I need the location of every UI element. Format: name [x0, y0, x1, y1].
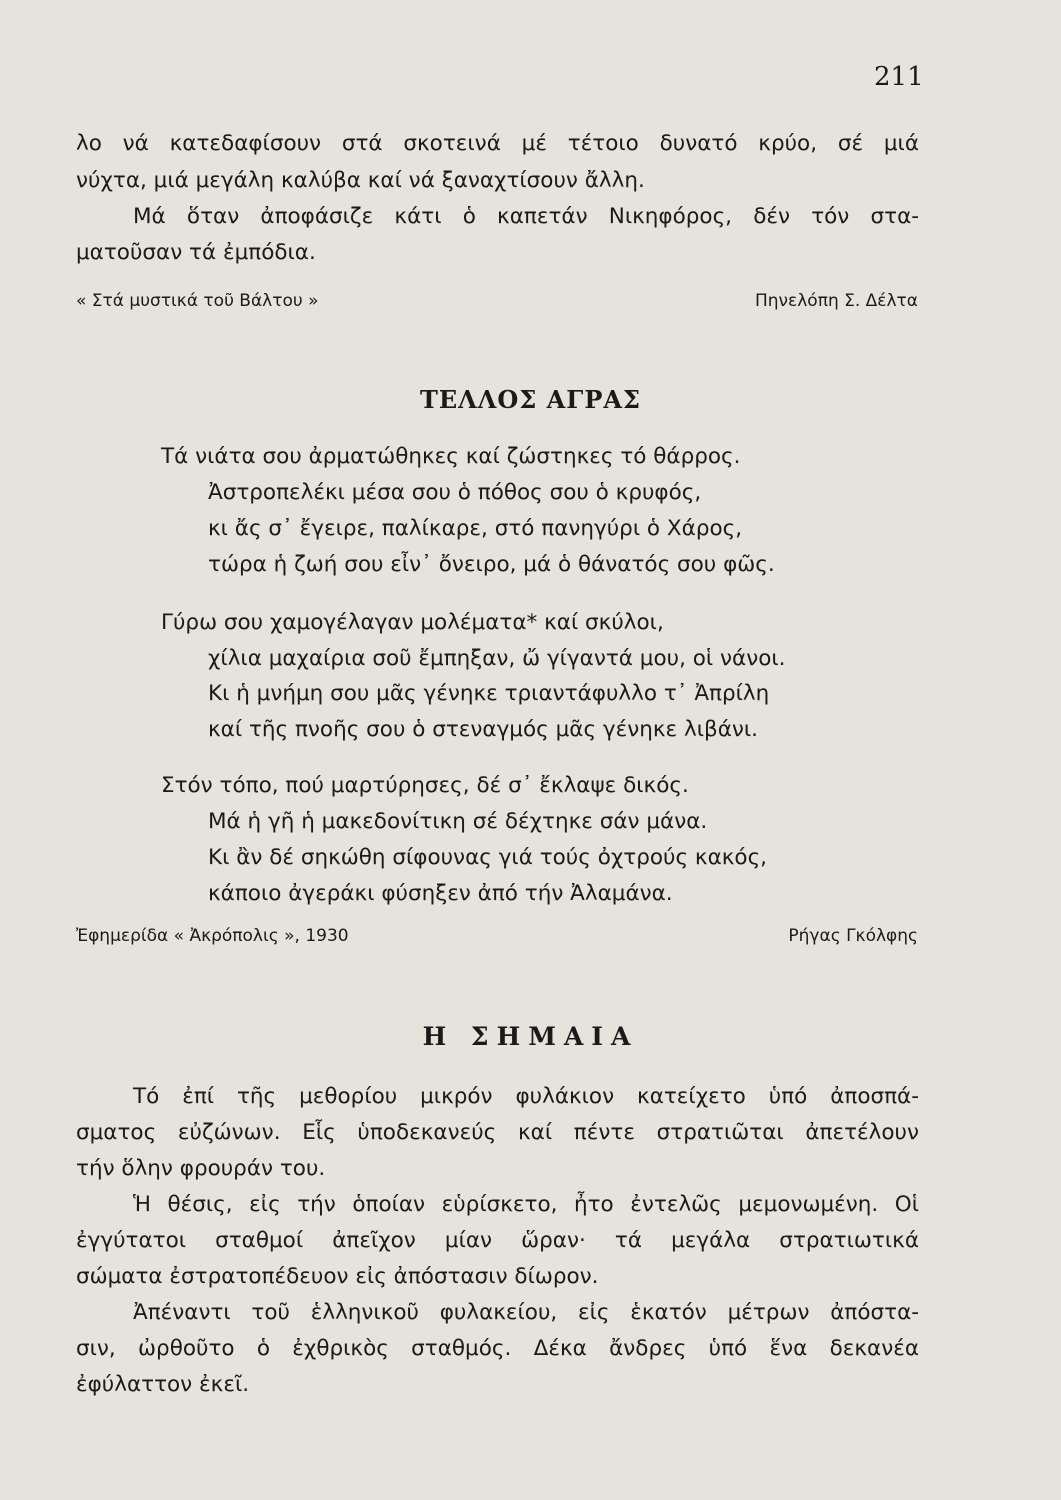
story-line: ἐγγύτατοι σταθμοί ἀπεῖχον μίαν ὥραν· τά μεγάλα στρατιωτικά	[76, 1228, 919, 1253]
page-number: 211	[874, 62, 924, 92]
poem-line: τώρα ἡ ζωή σου εἶν᾿ ὄνειρο, μά ὁ θάνατός σου φῶς.	[208, 552, 775, 577]
poem-line: κάποιο ἀγεράκι φύσηξεν ἀπό τήν Ἀλαμάνα.	[208, 881, 673, 906]
story-line: σιν, ὠρθοῦτο ὁ ἐχθρικὸς σταθμός. Δέκα ἄνδρες ὑπό ἕνα δεκανέα	[76, 1336, 919, 1361]
intro-line-1: λο νά κατεδαφίσουν στά σκοτεινά μέ τέτοιο δυνατό κρύο, σέ μιά	[76, 131, 919, 156]
intro-source: « Στά μυστικά τοῦ Βάλτου »	[76, 291, 319, 311]
story-line: σώματα ἐστρατοπέδευον εἰς ἀπόστασιν δίωρον.	[76, 1264, 599, 1289]
story-line: Τό ἐπί τῆς μεθορίου μικρόν φυλάκιον κατείχετο ὑπό ἀποσπά-	[133, 1084, 919, 1109]
intro-line-2: νύχτα, μιά μεγάλη καλύβα καί νά ξαναχτίσουν ἄλλη.	[76, 168, 645, 193]
intro-line-4: ματοῦσαν τά ἐμπόδια.	[76, 240, 316, 265]
poem-line: Στόν τόπο, πού μαρτύρησες, δέ σ᾿ ἔκλαψε δικός.	[161, 773, 689, 798]
poem-line: καί τῆς πνοῆς σου ὁ στεναγμός μᾶς γένηκε λιβάνι.	[208, 717, 759, 742]
poem-line: Γύρω σου χαμογέλαγαν μολέματα* καί σκύλοι,	[161, 610, 664, 635]
poem-source: Ἐφημερίδα « Ἀκρόπολις », 1930	[76, 926, 349, 946]
poem-line: κι ἄς σ᾿ ἔγειρε, παλίκαρε, στό πανηγύρι ὁ Χάρος,	[208, 516, 743, 541]
poem-line: Ἀστροπελέκι μέσα σου ὁ πόθος σου ὁ κρυφός,	[208, 480, 702, 505]
intro-line-3: Μά ὅταν ἀποφάσιζε κάτι ὁ καπετάν Νικηφόρος, δέν τόν στα-	[133, 204, 919, 229]
poem-line: Μά ἡ γῆ ἡ μακεδονίτικη σέ δέχτηκε σάν μάνα.	[208, 809, 708, 834]
story-line: Ἡ θέσις, εἰς τήν ὁποίαν εὑρίσκετο, ἦτο ἐντελῶς μεμονωμένη. Οἱ	[133, 1192, 919, 1217]
intro-author: Πηνελόπη Σ. Δέλτα	[755, 291, 918, 311]
poem-title: ΤΕΛΛΟΣ ΑΓΡΑΣ	[420, 385, 641, 414]
poem-line: Κι ἂν δέ σηκώθη σίφουνας γιά τούς ὀχτρούς κακός,	[208, 845, 768, 870]
story-title: Η ΣΗΜΑΙΑ	[422, 1022, 639, 1051]
poem-author: Ρήγας Γκόλφης	[788, 926, 918, 946]
story-line: τήν ὅλην φρουράν του.	[76, 1156, 326, 1181]
story-line: σματος εὐζώνων. Εἷς ὑποδεκανεύς καί πέντε στρατιῶται ἀπετέλουν	[76, 1120, 919, 1145]
poem-line: Κι ἡ μνήμη σου μᾶς γένηκε τριαντάφυλλο τ᾿ Ἀπρίλη	[208, 681, 770, 706]
story-line: ἐφύλαττον ἐκεῖ.	[76, 1372, 250, 1397]
story-line: Ἀπέναντι τοῦ ἑλληνικοῦ φυλακείου, εἰς ἑκατόν μέτρων ἀπόστα-	[133, 1300, 919, 1325]
poem-line: χίλια μαχαίρια σοῦ ἔμπηξαν, ὤ γίγαντά μου, οἱ νάνοι.	[208, 646, 786, 671]
poem-line: Τά νιάτα σου ἀρματώθηκες καί ζώστηκες τό θάρρος.	[161, 444, 741, 469]
